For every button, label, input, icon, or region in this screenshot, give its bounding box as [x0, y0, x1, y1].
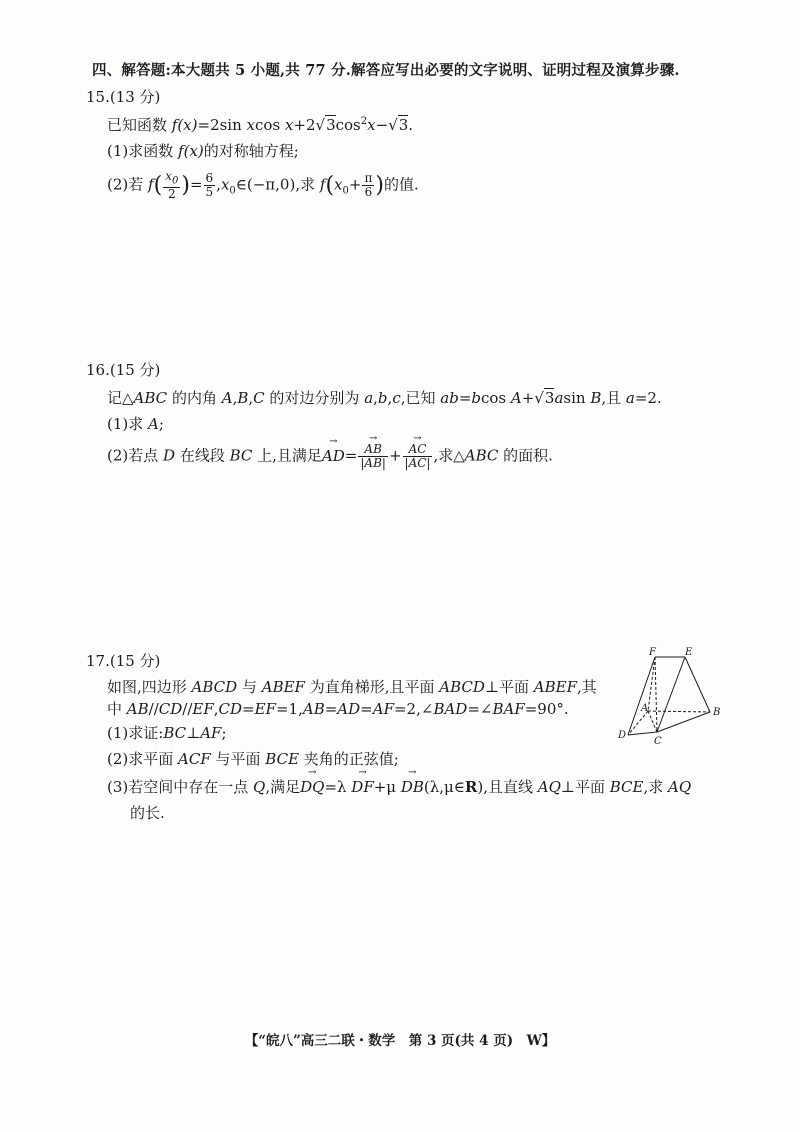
- q17-part3-cont: 的长.: [130, 804, 165, 822]
- q15-intro: 已知函数 f(x)=2sin xcos $x+2√3\cos^2x-√3$.: [107, 116, 414, 134]
- edge-ab: [648, 711, 710, 712]
- page-footer: 【“皖八”高三二联・数学 第 3 页(共 4 页) W】: [244, 1033, 556, 1049]
- edge-cb: [657, 712, 710, 732]
- label-e: E: [685, 647, 693, 658]
- figure-solid-edges: [628, 657, 710, 735]
- q15-number: 15.(13 分): [86, 88, 161, 106]
- edge-fd: [628, 657, 655, 735]
- solid-geometry-figure: [615, 645, 735, 750]
- edge-eb: [685, 657, 710, 712]
- label-a: A: [641, 703, 649, 714]
- edge-fc: [655, 657, 657, 732]
- q16-part1: (1)求 A;: [107, 415, 164, 433]
- q16-number: 16.(15 分): [86, 361, 161, 379]
- label-c: C: [654, 736, 662, 747]
- q15-part2: (2)若 f( $\frac{x_0}{2}$ )= $\frac{6}{5}$ $,x_0\in(-\pi,0)$,求 $f(x_0+$ $\frac{\pi}{6}$ )的值.: [107, 169, 419, 202]
- q15-part1: (1)求函数 f(x)的对称轴方程;: [107, 142, 299, 160]
- q17-part1: (1)求证:BC⊥AF;: [107, 724, 227, 742]
- q17-part2: (2)求平面 ACF 与平面 BCE 夹角的正弦值;: [107, 750, 399, 768]
- figure-hidden-edges: [628, 657, 710, 735]
- label-f: F: [649, 647, 656, 658]
- label-d: D: [618, 730, 627, 741]
- q17-part3: (3)若空间中存在一点 Q,满足→ DQ=λ → DF+μ → DB(λ,μ∈R),且直线 AQ⊥平面 BCE,求 AQ: [107, 776, 691, 797]
- q16-part2: (2)若点 D 在线段 BC 上,且满足→ AD= → $\frac{AB}{|AB|}$ + → $\frac{AC}{|AC|}$ ,求△ABC 的面积.: [107, 443, 553, 470]
- edge-ad: [628, 711, 648, 735]
- q17-number: 17.(15 分): [86, 652, 161, 670]
- edge-ce: [657, 657, 685, 732]
- edge-ac: [648, 711, 657, 732]
- section-header: 四、解答题:本大题共 5 小题,共 77 分.解答应写出必要的文字说明、证明过程及演算步骤.: [92, 62, 680, 79]
- edge-fa: [648, 657, 655, 711]
- q17-line2: 中 AB//CD//EF,CD=EF=1,AB=AD=AF=2,∠BAD=∠BAF=90°.: [107, 700, 569, 718]
- edge-dc: [628, 732, 657, 735]
- q16-intro: 记△ABC 的内角 A,B,C 的对边分别为 a,b,c,已知 ab=bcos A+√3asin B,且 a=2.: [107, 389, 662, 407]
- q17-line1: 如图,四边形 ABCD 与 ABEF 为直角梯形,且平面 ABCD⊥平面 ABEF,其: [107, 678, 597, 696]
- label-b: B: [713, 707, 721, 718]
